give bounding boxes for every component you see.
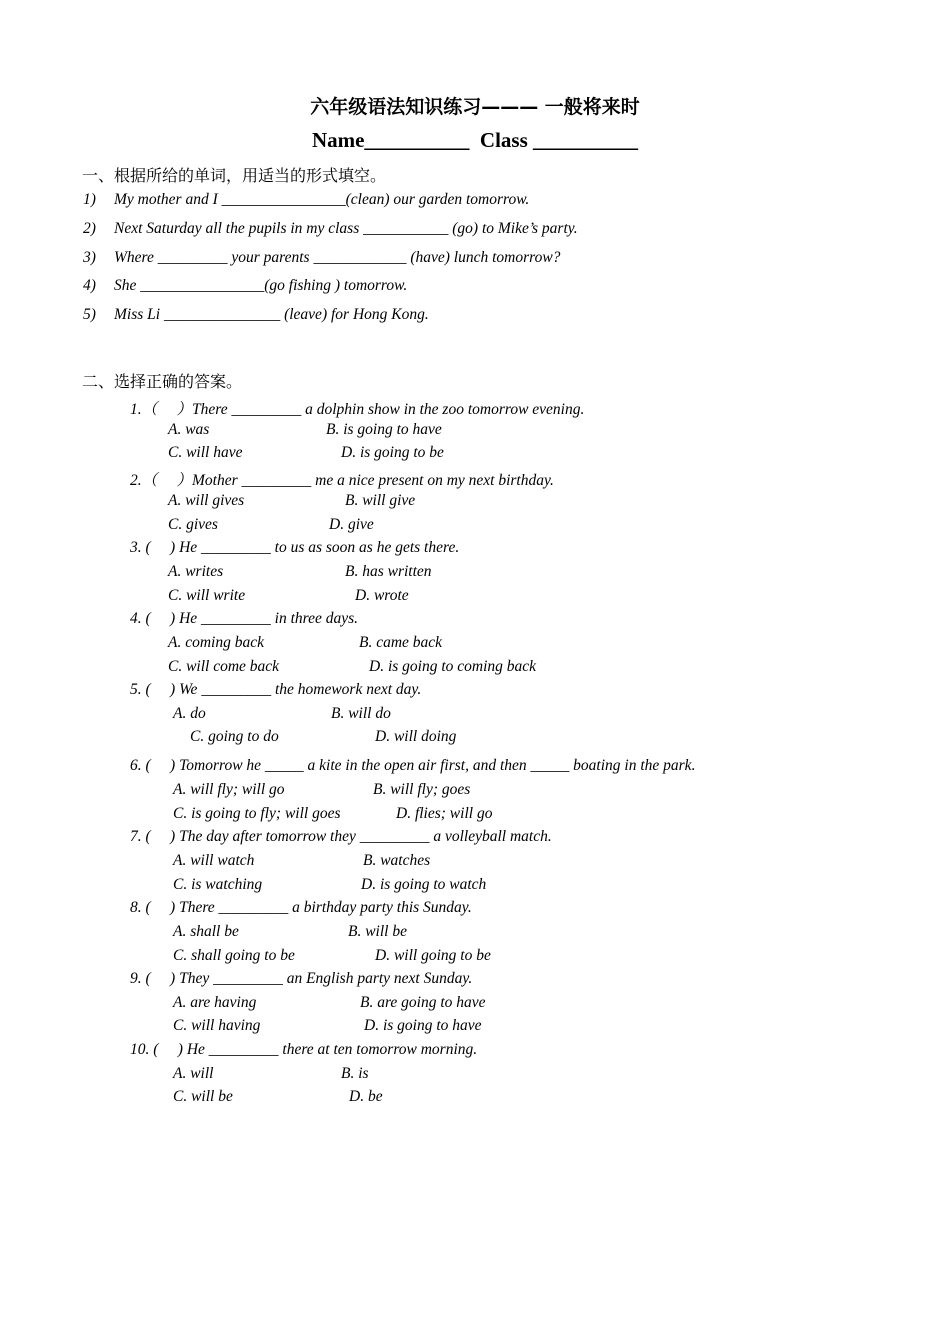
option-b: B. will give: [345, 492, 416, 509]
option-b: B. came back: [359, 634, 443, 651]
option-b: B. will be: [348, 923, 407, 940]
fill-item: [83, 277, 407, 295]
item-text: She ________________(go fishing ) tomorrow.: [114, 277, 408, 294]
option-d: D. is going to have: [364, 1017, 482, 1034]
fill-item: [83, 306, 429, 324]
name-class-line: Name__________ Class __________: [311, 128, 639, 152]
item-text: My mother and I ________________(clean) our garden tomorrow.: [114, 191, 530, 208]
option-c: C. will write: [168, 587, 246, 604]
option-c: C. will come back: [168, 658, 280, 675]
option-c: C. will have: [168, 444, 243, 461]
option-a: A. will watch: [173, 852, 255, 869]
option-c: C. going to do: [190, 728, 279, 745]
option-b: B. are going to have: [360, 994, 486, 1011]
option-a: A. are having: [173, 994, 257, 1011]
option-a: A. writes: [168, 563, 224, 580]
question-stem: 6. ( ) Tomorrow he _____ a kite in the open air first, and then _____ boating in the park.: [130, 757, 696, 774]
option-d: D. is going to be: [341, 444, 444, 461]
option-c: C. shall going to be: [173, 947, 295, 964]
item-text: Next Saturday all the pupils in my class ___________ (go) to Mike’s party.: [114, 220, 578, 237]
option-a: A. coming back: [168, 634, 264, 651]
option-d: D. will doing: [375, 728, 457, 745]
option-b: B. has written: [345, 563, 432, 580]
option-d: D. is going to coming back: [369, 658, 537, 675]
question-stem: 7. ( ) The day after tomorrow they _________ a volleyball match.: [130, 828, 552, 845]
option-c: C. gives: [168, 516, 218, 533]
option-c: C. will having: [173, 1017, 261, 1034]
option-a: A. do: [173, 705, 206, 722]
page-title: 六年级语法知识练习——— 一般将来时: [310, 96, 640, 118]
item-text: Where _________ your parents ____________ (have) lunch tomorrow?: [114, 249, 561, 266]
option-c: C. is going to fly; will goes: [173, 805, 341, 822]
question-stem: 3. ( ) He _________ to us as soon as he gets there.: [130, 539, 460, 556]
item-number: 5): [83, 306, 96, 323]
option-d: D. give: [329, 516, 374, 533]
option-b: B. will do: [331, 705, 391, 722]
item-number: 4): [83, 277, 96, 294]
option-d: D. is going to watch: [361, 876, 487, 893]
fill-item: [83, 249, 560, 267]
option-d: D. flies; will go: [396, 805, 493, 822]
item-text: Miss Li _______________ (leave) for Hong Kong.: [114, 306, 429, 323]
option-a: A. was: [168, 421, 210, 438]
item-number: 3): [83, 249, 96, 266]
question-stem: 1.（ ）There _________ a dolphin show in the zoo tomorrow evening.: [130, 401, 585, 418]
option-b: B. will fly; goes: [373, 781, 471, 798]
fill-item: [83, 220, 578, 238]
section2-heading: 二、选择正确的答案。: [82, 372, 243, 391]
option-d: D. will going to be: [375, 947, 491, 964]
option-a: A. will: [173, 1065, 214, 1082]
option-c: C. will be: [173, 1088, 233, 1105]
option-b: B. is: [341, 1065, 369, 1082]
option-b: B. is going to have: [326, 421, 442, 438]
question-stem: 10. ( ) He _________ there at ten tomorrow morning.: [130, 1041, 478, 1058]
option-a: A. shall be: [173, 923, 239, 940]
option-c: C. is watching: [173, 876, 263, 893]
option-a: A. will gives: [168, 492, 245, 509]
fill-item: [83, 191, 529, 209]
question-stem: 5. ( ) We _________ the homework next day.: [130, 681, 422, 698]
question-stem: 9. ( ) They _________ an English party next Sunday.: [130, 970, 473, 987]
option-d: D. wrote: [355, 587, 409, 604]
question-stem: 2.（ ）Mother _________ me a nice present on my next birthday.: [130, 472, 554, 489]
item-number: 2): [83, 220, 96, 237]
section1-heading: 一、根据所给的单词，用适当的形式填空。: [82, 166, 387, 185]
question-stem: 8. ( ) There _________ a birthday party this Sunday.: [130, 899, 472, 916]
option-a: A. will fly; will go: [173, 781, 285, 798]
question-stem: 4. ( ) He _________ in three days.: [130, 610, 359, 627]
option-d: D. be: [349, 1088, 383, 1105]
option-b: B. watches: [363, 852, 431, 869]
item-number: 1): [83, 191, 96, 208]
